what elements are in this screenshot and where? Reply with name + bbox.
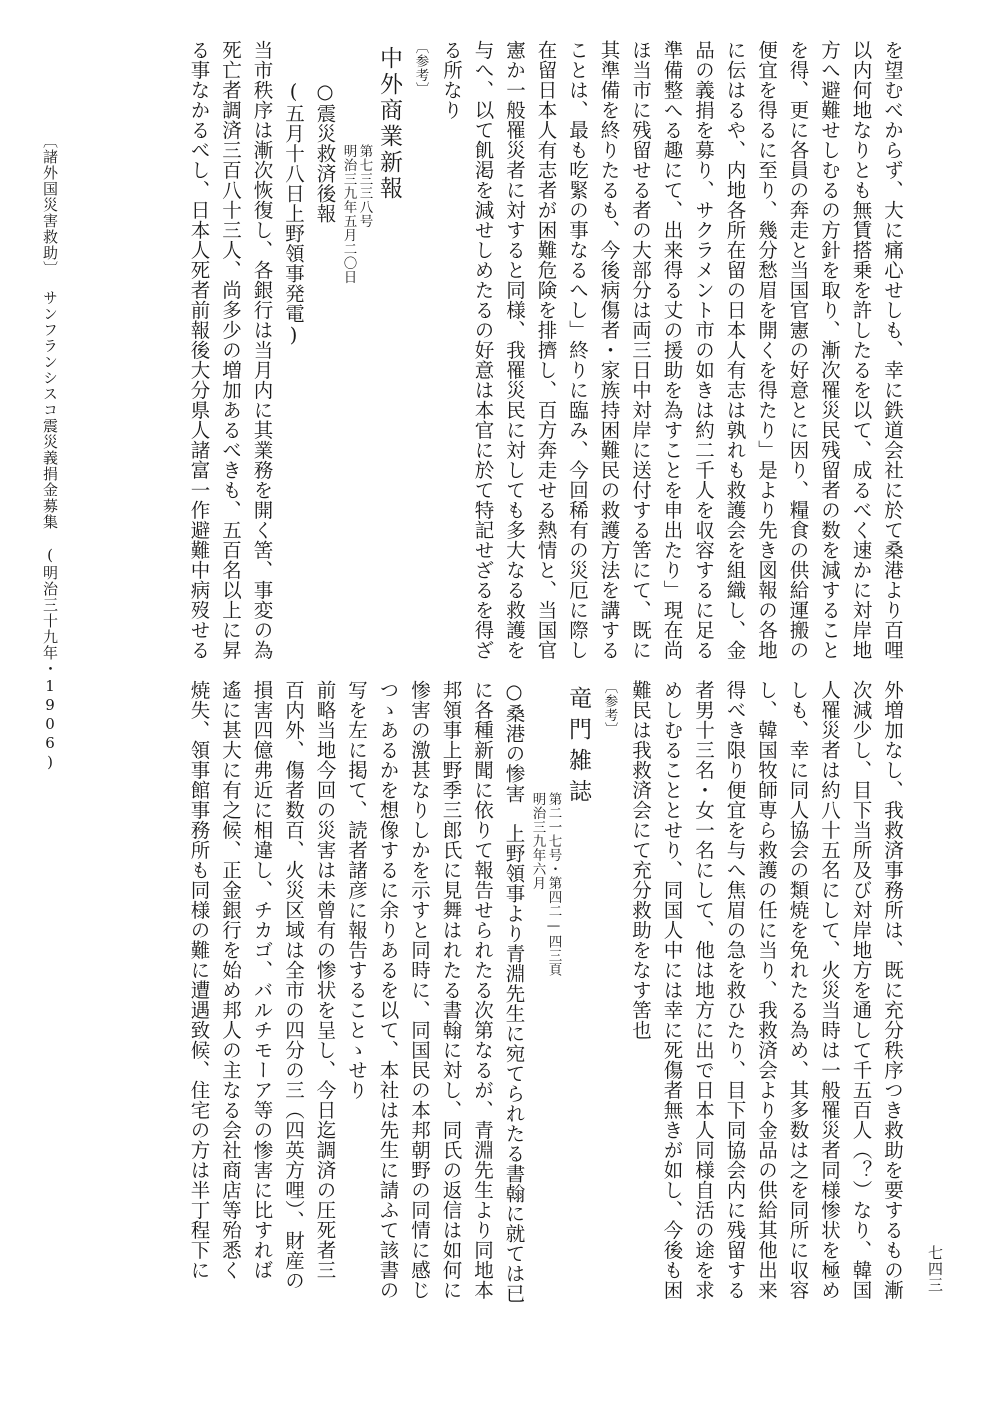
text-line: 品の義捐を募り、サクラメント市の如きは約二千人を収容するに足る — [692, 40, 715, 660]
text-line: つゝあるかを想像するに余りあるを以て、本社は先生に請ふて該書の — [376, 680, 400, 1300]
text-line: 写を左に掲て、読者諸彦に報告することゝせり — [345, 680, 368, 1100]
text-line: に伝はるや、内地各所在留の日本人有志は孰れも救護会を組織し、金 — [723, 40, 747, 660]
text-line: ○桑港の惨害 上野領事より青淵先生に宛てられたる書翰に就ては已 — [502, 680, 526, 1304]
text-line: ほ当市に残留せる者の大部分は両三日中対岸に送付する筈にて、既に — [629, 40, 652, 660]
text-line: を望むべからず、大に痛心せしも、幸に鉄道会社に於て桑港より百哩 — [881, 40, 904, 660]
text-line: 方へ避難せしむるの方針を取り、漸次罹災民残留者の数を減すること — [818, 40, 841, 660]
running-header-series: 〔諸外国災害救助〕 — [41, 133, 59, 277]
text-line: に各種新聞に依りて報告せられたる次第なるが、青淵先生より同地本 — [471, 680, 494, 1300]
text-line: 準備整へる趣にて、出来得る丈の援助を為すことを申出たり」現在尚 — [660, 40, 684, 660]
running-header-topic: サンフランシスコ震災義捐金募集 (明治三十九年・1906) — [41, 290, 59, 772]
text-line: 便宜を得るに至り、幾分愁眉を開くを得たり」是より先き図報の各地 — [755, 40, 778, 660]
text-line: 百内外、傷者数百、火災区域は全市の四分の三（四英方哩）、財産の — [282, 680, 305, 1291]
text-line: 前略当地今回の災害は未曾有の惨状を呈し、今日迄調済の圧死者三 — [313, 680, 337, 1280]
text-line: 遙に甚大に有之候、正金銀行を始め邦人の主なる会社商店等殆悉く — [219, 680, 242, 1280]
text-line: めしむることとせり、同国人中には幸に死傷者無きが如し、今後も困 — [660, 680, 684, 1300]
newspaper-title: 中外商業新報 — [376, 46, 402, 202]
upper-text-block — [183, 40, 908, 660]
text-line: 難民は我救済会にて充分救助をなす筈也 — [629, 680, 652, 1040]
text-line: 惨害の激甚なりしかを示すと同時に、同国民の本邦朝野の同情に感じ — [408, 680, 431, 1300]
article-title: ○震災救済後報 — [313, 80, 337, 224]
text-line: 以内何地なりとも無賃搭乗を許したるを以て、成るべく速かに対岸地 — [849, 40, 873, 660]
newspaper-date: 明治三九年五月二〇日 — [340, 144, 357, 284]
text-line: 憲か一般罹災者に対すると同様、我罹災民に対しても多大なる救護を — [503, 40, 526, 660]
journal-title: 竜門雑誌 — [565, 686, 591, 810]
text-line: る所なり — [440, 40, 463, 120]
text-line: 与へ、以て飢渇を減せしめたるの好意は本官に於て特記せざるを得ざ — [471, 40, 495, 660]
journal-date: 明治三九年六月 — [529, 792, 546, 890]
text-line: ことは、最も吃緊の事なるへし」終りに臨み、今回稀有の災厄に際し — [566, 40, 589, 660]
newspaper-issue: 第七三三八号 — [356, 144, 373, 228]
text-line: 焼失、領事館事務所も同様の難に遭遇致候、住宅の方は半丁程下に — [187, 680, 211, 1280]
text-line: し、韓国牧師専ら救護の任に当り、我救済会より金品の供給其他出来 — [755, 680, 778, 1300]
text-line: 邦領事上野季三郎氏に見舞はれたる書翰に対し、同氏の返信は如何に — [439, 680, 463, 1300]
dispatch-note: (五月十八日上野領事発電) — [282, 80, 305, 347]
text-line: を得、更に各員の奔走と当国官憲の好意とに因り、糧食の供給運搬の — [786, 40, 810, 660]
page-number: 七四三 — [926, 1245, 944, 1293]
text-line: 者男十三名・女一名にして、他は地方に出で日本人同様自活の途を求 — [692, 680, 715, 1300]
text-line: る事なかるべし、日本人死者前報後大分県人諸富一作避難中病歿せる — [187, 40, 211, 660]
text-line: 人罹災者は約八十五名にして、火災当時は一般罹災者同様惨状を極め — [818, 680, 841, 1300]
reference-label: 〔参考〕 — [601, 680, 618, 736]
reference-label: 〔参考〕 — [412, 40, 429, 96]
lower-text-block — [183, 680, 908, 1304]
text-line: 当市秩序は漸次恢復し、各銀行は当月内に其業務を開く筈、事変の為 — [250, 40, 274, 660]
text-line: 死亡者調済三百八十三人、尚多少の増加あるべきも、五百名以上に昇 — [219, 40, 242, 660]
text-line: 在留日本人有志者が困難危険を排擠し、百方奔走せる熱情と、当国官 — [534, 40, 558, 660]
text-line: 損害四億弗近に相違し、チカゴ、バルチモーア等の惨害に比すれば — [250, 680, 274, 1280]
text-line: しも、幸に同人協会の類焼を免れたる為め、其多数は之を同所に収容 — [786, 680, 810, 1300]
text-line: 其準備を終りたるも、今後病傷者・家族持困難民の救護方法を講する — [597, 40, 621, 660]
journal-issue: 第二一七号・第四二—四三頁 — [545, 792, 562, 977]
text-line: 外増加なし、我救済事務所は、既に充分秩序つき救助を要するもの漸 — [881, 680, 904, 1300]
text-line: 得べき限り便宜を与へ焦眉の急を救ひたり、目下同協会内に残留する — [723, 680, 747, 1300]
text-line: 次減少し、目下当所及び対岸地方を通して千五百人（？）なり、韓国 — [849, 680, 873, 1300]
